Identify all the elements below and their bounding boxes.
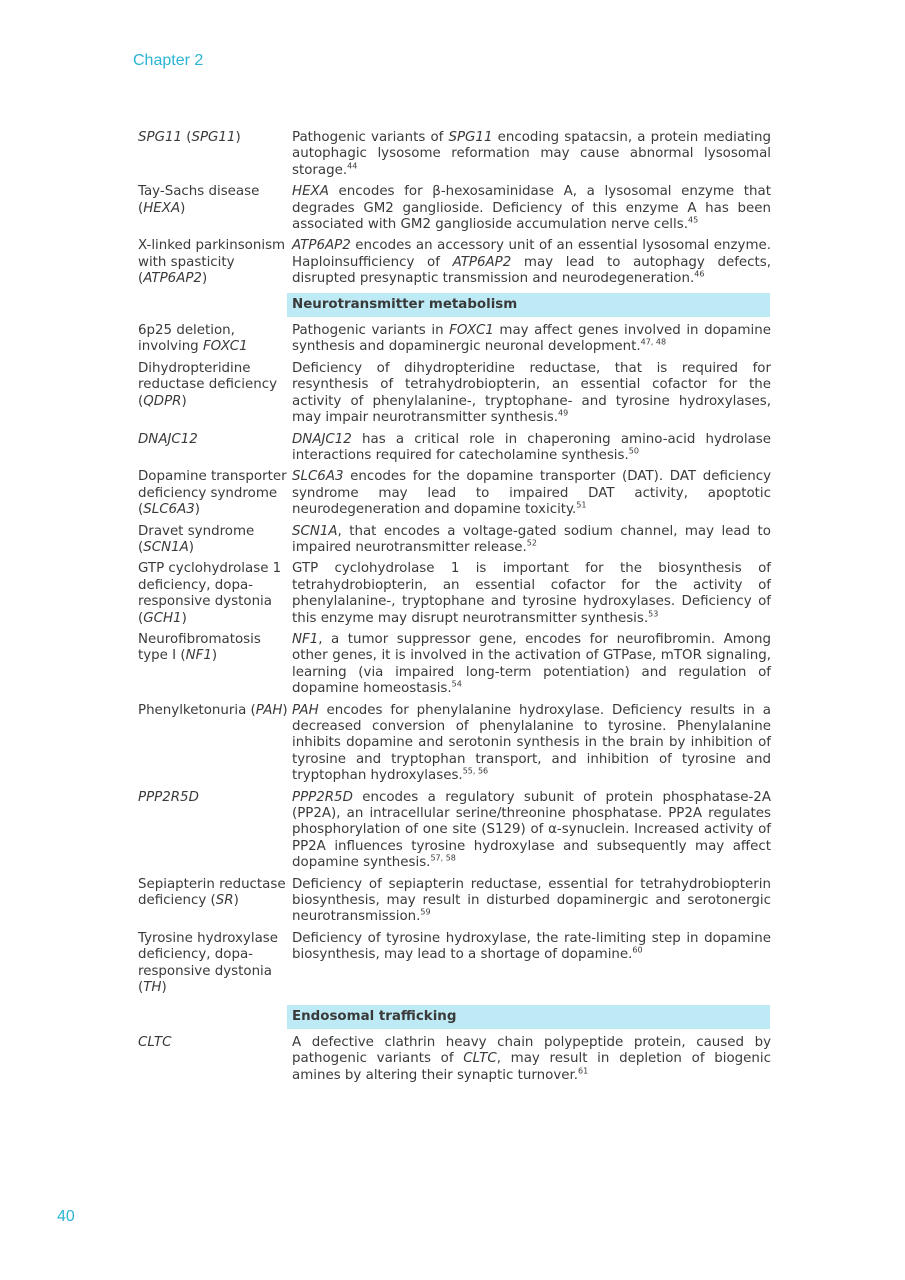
reference: 45 bbox=[687, 215, 699, 225]
reference: 52 bbox=[526, 538, 537, 548]
gene-cell: Phenylketonuria (PAH) bbox=[138, 702, 288, 718]
page-number: 40 bbox=[57, 1208, 75, 1225]
gene-cell: Dopamine transporter deficiency syndrome (SLC6A3) bbox=[138, 469, 287, 518]
reference: 44 bbox=[347, 161, 358, 171]
gene-cell: Tyrosine hydroxylase deficiency, dopa-responsive dystonia (TH) bbox=[138, 930, 278, 996]
description-text: NF1, a tumor suppressor gene, encodes for neurofibromin. Among other genes, it is involved in the activation of GTPase, mTOR signaling, learning (via impaired long-term potentiation) and regulation of dopamine homeostasis. bbox=[292, 631, 771, 697]
description-cell bbox=[292, 184, 771, 233]
reference: 46 bbox=[694, 269, 705, 279]
reference: 49 bbox=[557, 408, 569, 418]
reference: 60 bbox=[632, 945, 643, 955]
description-text: SCN1A, that encodes a voltage-gated sodium channel, may lead to impaired neurotransmitter release. bbox=[292, 523, 771, 555]
gene-cell: DNAJC12 bbox=[138, 431, 198, 447]
reference: 53 bbox=[648, 609, 659, 619]
table-row bbox=[138, 238, 771, 287]
table-row bbox=[138, 1035, 771, 1084]
table-row bbox=[138, 323, 771, 356]
gene-cell: PPP2R5D bbox=[138, 789, 199, 805]
gene-cell: Neurofibromatosis type I (NF1) bbox=[138, 631, 261, 664]
reference: 50 bbox=[628, 446, 639, 456]
gene-cell: Tay-Sachs disease (HEXA) bbox=[138, 184, 260, 216]
table-row bbox=[138, 931, 771, 997]
description-text: Deficiency of sepiapterin reductase, essential for tetrahydrobiopterin biosynthesis, may result in disturbed dopaminergic and serotonergic neurotransmission. bbox=[292, 876, 771, 925]
description-cell bbox=[292, 469, 771, 518]
gene-cell: CLTC bbox=[138, 1034, 172, 1050]
description-cell bbox=[292, 931, 771, 997]
description-text: Deficiency of tyrosine hydroxylase, the rate-limiting step in dopamine biosynthesis, may lead to a shortage of dopamine. bbox=[292, 930, 771, 963]
chapter-label: Chapter 2 bbox=[133, 52, 204, 69]
section-header-endosomal: Endosomal trafficking bbox=[287, 1005, 770, 1029]
description-text: Pathogenic variants of SPG11 encoding spatacsin, a protein mediating autophagic lysosome reformation may cause abnormal lysosomal storage. bbox=[292, 130, 772, 178]
description-cell bbox=[292, 703, 771, 785]
table-row bbox=[138, 432, 771, 465]
gene-cell: SPG11 (SPG11) bbox=[138, 130, 241, 145]
description-text: DNAJC12 has a critical role in chaperoning amino-acid hydrolase interactions required for catecholamine synthesis. bbox=[292, 431, 771, 463]
reference: 55, 56 bbox=[462, 766, 489, 776]
description-cell bbox=[292, 632, 771, 698]
table-row bbox=[138, 632, 771, 698]
description-cell bbox=[292, 323, 771, 356]
reference: 57, 58 bbox=[430, 853, 456, 863]
description-text: Deficiency of dihydropteridine reductase, that is required for resynthesis of tetrahydrobiopterin, an essential cofactor for the activity of phenylalanine-, tryptophane- and tyrosine hydroxylases, may impair neurotransmitter synthesis. bbox=[292, 360, 771, 426]
description-cell bbox=[292, 790, 771, 872]
description-text: GTP cyclohydrolase 1 is important for the biosynthesis of tetrahydrobiopterin, an essential cofactor for the activity of phenylalanine-, tryptophane and tyrosine hydroxylases. Deficiency of this enzyme may disrupt neurotransmitter synthesis. bbox=[292, 561, 771, 626]
gene-cell: Dihydropteridine reductase deficiency (QDPR) bbox=[138, 360, 277, 409]
description-cell bbox=[292, 238, 771, 287]
description-cell bbox=[292, 1035, 771, 1084]
reference: 51 bbox=[576, 500, 587, 510]
description-text: PAH encodes for phenylalanine hydroxylase. Deficiency results in a decreased conversion of phenylalanine to tyrosine. Phenylalanine inhibits dopamine and serotonin synthesis in the brain by inhibition of tyrosine and tryptophan transport, and inhibition of tyrosine and tryptophan hydroxylases. bbox=[292, 702, 771, 784]
description-text: PPP2R5D encodes a regulatory subunit of protein phosphatase-2A (PP2A), an intracellular serine/threonine phosphatase. PP2A regulates phosphorylation of one site (S129) of α-synuclein. Increased activity of PP2A influences tyrosine hydroxylase and subsequently may affect dopamine synthesis. bbox=[292, 789, 771, 871]
gene-cell: GTP cyclohydrolase 1 deficiency, dopa-responsive dystonia (GCH1) bbox=[138, 561, 282, 626]
description-cell bbox=[292, 877, 771, 926]
reference: 61 bbox=[578, 1066, 589, 1076]
gene-table bbox=[138, 130, 771, 1089]
reference: 54 bbox=[451, 679, 462, 689]
table-row bbox=[138, 790, 771, 872]
description-cell bbox=[292, 361, 771, 427]
table-row bbox=[138, 130, 771, 179]
description-text: SLC6A3 encodes for the dopamine transporter (DAT). DAT deficiency syndrome may lead to impaired DAT activity, apoptotic neurodegeneration and dopamine toxicity. bbox=[292, 469, 771, 518]
gene-cell: Sepiapterin reductase deficiency (SR) bbox=[138, 876, 286, 909]
description-cell bbox=[292, 524, 771, 557]
section-header-neurotransmitter: Neurotransmitter metabolism bbox=[287, 293, 770, 317]
description-cell bbox=[292, 432, 771, 465]
gene-cell: X-linked parkinsonism with spasticity (ATP6AP2) bbox=[138, 238, 286, 287]
table-row bbox=[138, 469, 771, 518]
description-cell bbox=[292, 130, 771, 179]
table-row bbox=[138, 703, 771, 785]
table-row bbox=[138, 877, 771, 926]
description-text: A defective clathrin heavy chain polypeptide protein, caused by pathogenic variants of CLTC, may result in depletion of biogenic amines by altering their synaptic turnover. bbox=[292, 1034, 771, 1083]
description-text: Pathogenic variants in FOXC1 may affect genes involved in dopamine synthesis and dopaminergic neuronal development. bbox=[292, 323, 771, 355]
description-text: ATP6AP2 encodes an accessory unit of an essential lysosomal enzyme. Haploinsufficiency of ATP6AP2 may lead to autophagy defects, disrupted presynaptic transmission and neurodegeneration. bbox=[292, 238, 771, 287]
table-row bbox=[138, 184, 771, 233]
table-row bbox=[138, 561, 771, 627]
table-row bbox=[138, 524, 771, 557]
gene-cell: 6p25 deletion, involving FOXC1 bbox=[138, 323, 248, 355]
table-row bbox=[138, 361, 771, 427]
description-text: HEXA encodes for β-hexosaminidase A, a lysosomal enzyme that degrades GM2 ganglioside. Deficiency of this enzyme A has been associated with GM2 ganglioside accumulation nerve cells. bbox=[292, 184, 771, 233]
reference: 59 bbox=[420, 908, 431, 917]
description-cell bbox=[292, 561, 771, 627]
gene-cell: Dravet syndrome (SCN1A) bbox=[138, 523, 255, 555]
reference: 47, 48 bbox=[640, 338, 667, 347]
